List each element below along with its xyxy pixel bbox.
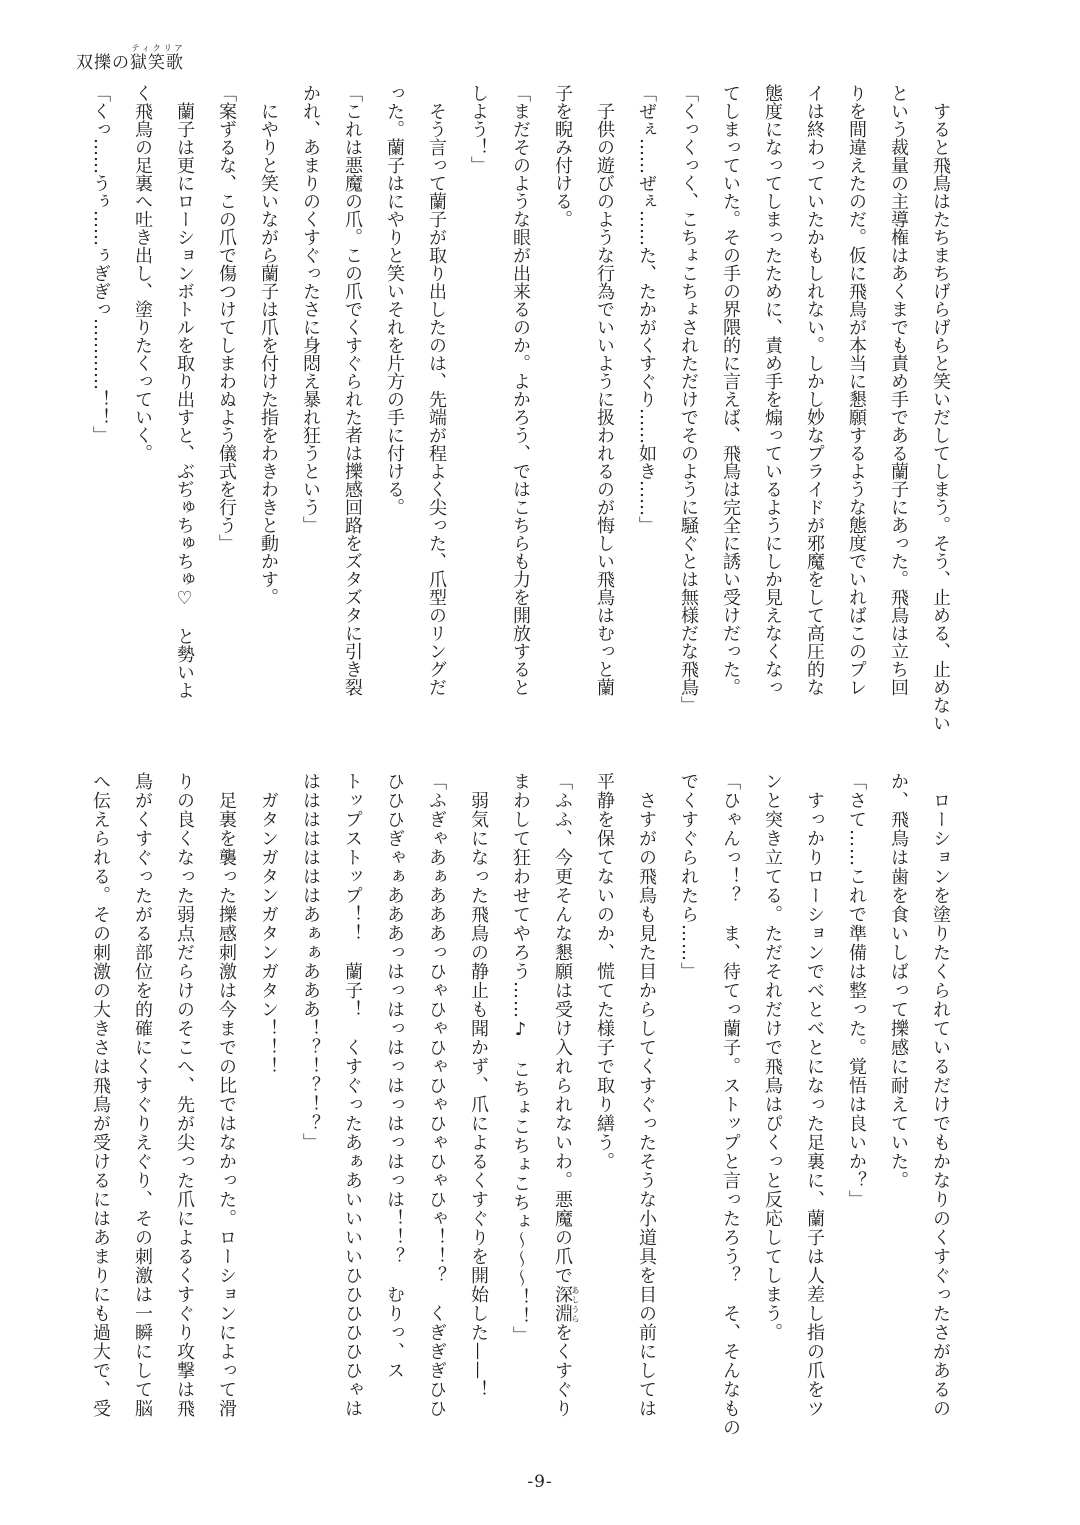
title-ruby [130, 44, 184, 73]
text-column: ひひひぎゃぁあああっはっはっはっはっはっはっは！！？ むりっ、ス [384, 772, 405, 1380]
text-column: 「まだそのような眼が出来るのか。よかろう、ではこちらも力を開放すると [510, 84, 531, 696]
text-column: 「くっ……うぅ……ぅぎぎっ…………！！」 [90, 84, 111, 444]
title-ruby-base: 獄笑歌 [130, 53, 184, 73]
text-column: 子を睨み付ける。 [552, 84, 573, 228]
ruby-word: 深淵あしうら [552, 1285, 580, 1323]
text-column: トップストップ！！ 蘭子！ くすぐったあぁあいいいいひひひひひひゃは [342, 772, 363, 1418]
text-column: さすがの飛鳥も見た目からしてくすぐったそうな小道具を目の前にしては [636, 772, 657, 1418]
text-column: てしまっていた。その手の界隈的に言えば、飛鳥は完全に誘い受けだった。 [720, 84, 741, 696]
text-column: すると飛鳥はたちまちげらげらと笑いだしてしまう。そう、止める、止めない [930, 84, 951, 732]
text-column: ローションを塗りたくられているだけでもかなりのくすぐったさがあるの [930, 772, 951, 1418]
text-column: 子供の遊びのような行為でいいように扱われるのが悔しい飛鳥はむっと蘭 [594, 84, 615, 696]
text-column: 「案ずるな、この爪で傷つけてしまわぬよう儀式を行う」 [216, 84, 237, 552]
text-column: 「ふぎゃあぁあああっひゃひゃひゃひゃひゃひゃひゃ！！？ くぎぎぎひひ [426, 772, 447, 1418]
text-column: 「さて……これで準備は整った。覚悟は良いか？」 [846, 772, 867, 1209]
page-number: -9- [527, 1472, 553, 1492]
text-column: 足裏を襲った擽感刺激は今までの比ではなかった。ローションによって滑 [216, 772, 237, 1418]
text-column: りの良くなった弱点だらけのそこへ、先が尖った爪によるくすぐり攻撃は飛 [174, 772, 195, 1418]
text-column: 「くっくっく、こちょこちょされただけでそのように騒ぐとは無様だな飛鳥」 [678, 84, 699, 714]
text-column: 態度になってしまったために、責め手を煽っているようにしか見えなくなっ [762, 84, 783, 696]
text-column: か、飛鳥は歯を食いしばって擽感に耐えていた。 [888, 772, 909, 1190]
text-column: ンと突き立てる。ただそれだけで飛鳥はぴくっと反応してしまう。 [762, 772, 783, 1342]
text-column: という裁量の主導権はあくまでも責め手である蘭子にあった。飛鳥は立ち回 [888, 84, 909, 696]
text-column: 「これは悪魔の爪。この爪でくすぐられた者は擽感回路をズタズタに引き裂 [342, 84, 363, 696]
text-column: く飛鳥の足裏へ吐き出し、塗りたくっていく。 [132, 84, 153, 462]
text-column: りを間違えたのだ。仮に飛鳥が本当に懇願するような態度でいればこのプレ [846, 84, 867, 696]
text-column: しよう！」 [468, 84, 489, 174]
text-column: った。蘭子はにやりと笑いそれを片方の手に付ける。 [384, 84, 405, 516]
text-column: そう言って蘭子が取り出したのは、先端が程よく尖った、爪型のリングだ [426, 84, 447, 696]
title-prefix: 双擽の [76, 53, 130, 73]
text-column: 弱気になった飛鳥の静止も聞かず、爪によるくすぐりを開始した——！ [468, 772, 489, 1399]
text-column: 平静を保てないのか、慌てた様子で取り繕う。 [594, 772, 615, 1171]
text-column: 蘭子は更にローションボトルを取り出すと、ぶぢゅちゅちゅ♡ と勢いよ [174, 84, 195, 699]
text-block-bottom [79, 772, 961, 1462]
text-column: 「ふふ、今更そんな懇願は受け入れられないわ。悪魔の爪で深淵あしうらをくすぐり [552, 772, 580, 1418]
text-column: へ伝えられる。その刺激の大きさは飛鳥が受けるにはあまりにも過大で、受 [90, 772, 111, 1418]
text-column: にやりと笑いながら蘭子は爪を付けた指をわきわきと動かす。 [258, 84, 279, 606]
text-column: すっかりローションでべとべとになった足裏に、蘭子は人差し指の爪をツ [804, 772, 825, 1418]
text-column: はははははははあぁぁあああ！？！？！？」 [300, 772, 321, 1152]
text-column: かれ、あまりのくすぐったさに身悶え暴れ狂うという」 [300, 84, 321, 534]
text-column: 「ぜぇ……ぜぇ……た、たかがくすぐり……如き……」 [636, 84, 657, 534]
title-furigana: ティクリア [130, 44, 184, 54]
text-column: 「ひゃんっ！？ ま、待てっ蘭子。ストップと言ったろう？ そ、そんなもの [720, 772, 741, 1437]
text-column: イは終わっていたかもしれない。しかし妙なプライドが邪魔をして高圧的な [804, 84, 825, 696]
text-column: 鳥がくすぐったがる部位を的確にくすぐりえぐり、その刺激は一瞬にして脳 [132, 772, 153, 1418]
text-block-top [79, 84, 961, 752]
text-column: まわして狂わせてやろう……♪ こちょこちょこちょ～～～！！」 [510, 772, 531, 1345]
text-column: ガタンガタンガタンガタン！！！ [258, 772, 279, 1076]
text-column: でくすぐられたら……」 [678, 772, 699, 981]
page-title [76, 44, 184, 73]
